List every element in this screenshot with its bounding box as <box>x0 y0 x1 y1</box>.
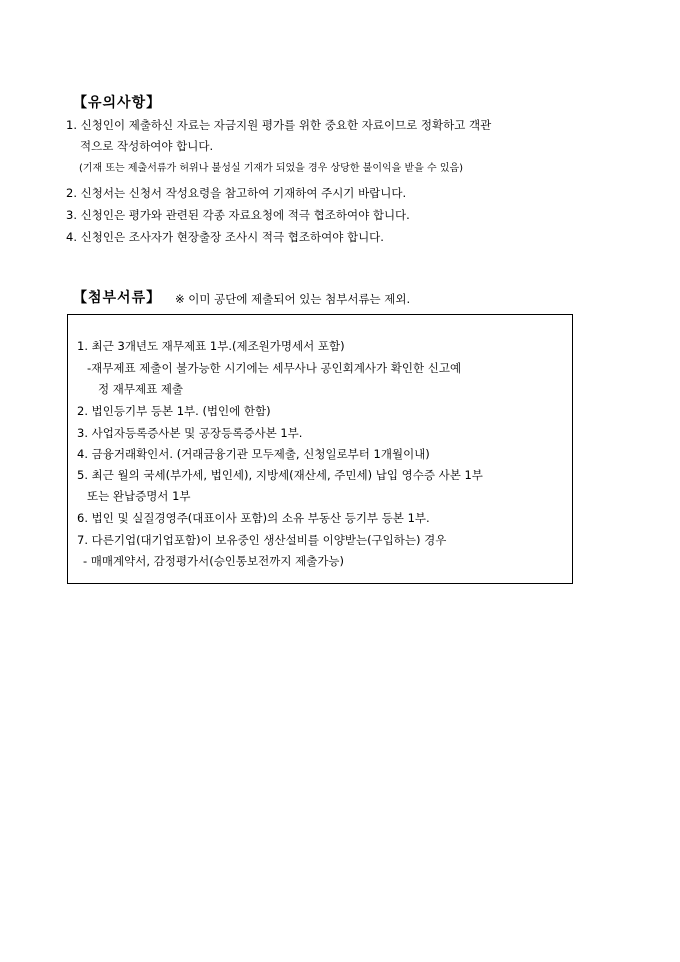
attachment-item-7-sub: - 매매계약서, 감정평가서(승인통보전까지 제출가능) <box>83 554 345 568</box>
caution-item-1-line-2: 적으로 작성하여야 합니다. <box>80 139 214 153</box>
attachment-item-5: 5. 최근 월의 국세(부가세, 법인세), 지방세(재산세, 주민세) 납입 영수증 사본 1부 <box>77 468 483 482</box>
attachment-item-5-cont: 또는 완납증명서 1부 <box>87 489 191 503</box>
attachment-item-6: 6. 법인 및 실질경영주(대표이사 포함)의 소유 부동산 등기부 등본 1부. <box>77 511 430 525</box>
attachment-item-1-sub: -재무제표 제출이 불가능한 시기에는 세무사나 공인회계사가 확인한 신고예 <box>87 361 462 375</box>
attachments-title: 【첨부서류】 <box>73 290 162 306</box>
caution-item-3: 3. 신청인은 평가와 관련된 각종 자료요청에 적극 협조하여야 합니다. <box>66 208 410 222</box>
attachments-box <box>67 314 573 584</box>
attachment-item-4: 4. 금융거래확인서. (거래금융기관 모두제출, 신청일로부터 1개월이내) <box>77 447 430 461</box>
cautions-title: 【유의사항】 <box>73 95 162 111</box>
attachment-item-1: 1. 최근 3개년도 재무제표 1부.(제조원가명세서 포함) <box>77 339 345 353</box>
attachments-note: ※ 이미 공단에 제출되어 있는 첨부서류는 제외. <box>175 292 411 306</box>
attachment-item-2: 2. 법인등기부 등본 1부. (법인에 한함) <box>77 404 271 418</box>
attachment-item-1-sub-cont: 정 재무제표 제출 <box>98 382 184 396</box>
attachment-item-3: 3. 사업자등록증사본 및 공장등록증사본 1부. <box>77 426 303 440</box>
caution-item-2: 2. 신청서는 신청서 작성요령을 참고하여 기재하여 주시기 바랍니다. <box>66 186 407 200</box>
caution-item-4: 4. 신청인은 조사자가 현장출장 조사시 적극 협조하여야 합니다. <box>66 230 384 244</box>
attachment-item-7: 7. 다른기업(대기업포함)이 보유중인 생산설비를 이양받는(구입하는) 경우 <box>77 533 447 547</box>
caution-item-1-line-1: 1. 신청인이 제출하신 자료는 자금지원 평가를 위한 중요한 자료이므로 정확하고 객관 <box>66 118 492 132</box>
caution-item-1-note: (기재 또는 제출서류가 허위나 불성실 기재가 되었을 경우 상당한 불이익을 받을 수 있음) <box>79 163 464 174</box>
